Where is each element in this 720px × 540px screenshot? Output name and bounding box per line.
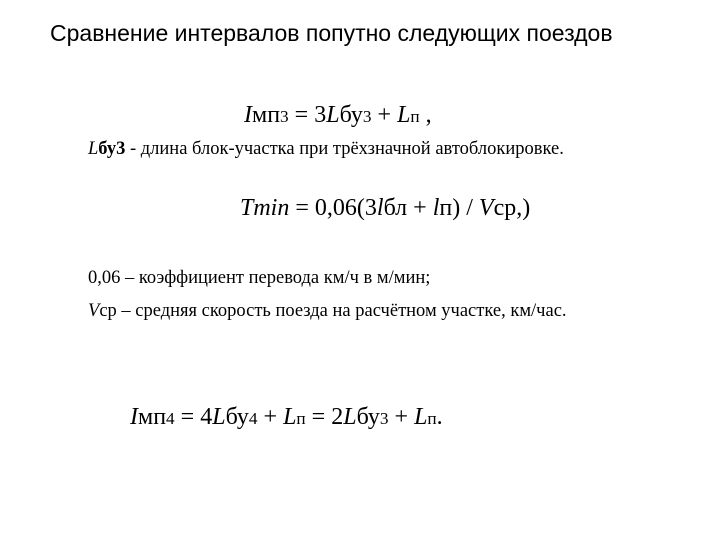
formula-interval-3-aspect: Iмп3 = 3Lбу3 + Lп , [244,102,432,128]
formula-tmin: Tmin = 0,06(3lбл + lп) / Vср,) [240,195,531,221]
page-title: Сравнение интервалов попутно следующих поездов [50,20,613,46]
formula-interval-4-aspect: Iмп4 = 4Lбу4 + Lп = 2Lбу3 + Lп. [130,404,443,430]
note-coefficient: 0,06 – коэффициент перевода км/ч в м/мин; [88,268,431,288]
block-section-definition: Lбу3 - длина блок-участка при трёхзначной автоблокировке. [88,139,564,159]
note-average-speed: Vср – средняя скорость поезда на расчётном участке, км/час. [88,301,567,321]
